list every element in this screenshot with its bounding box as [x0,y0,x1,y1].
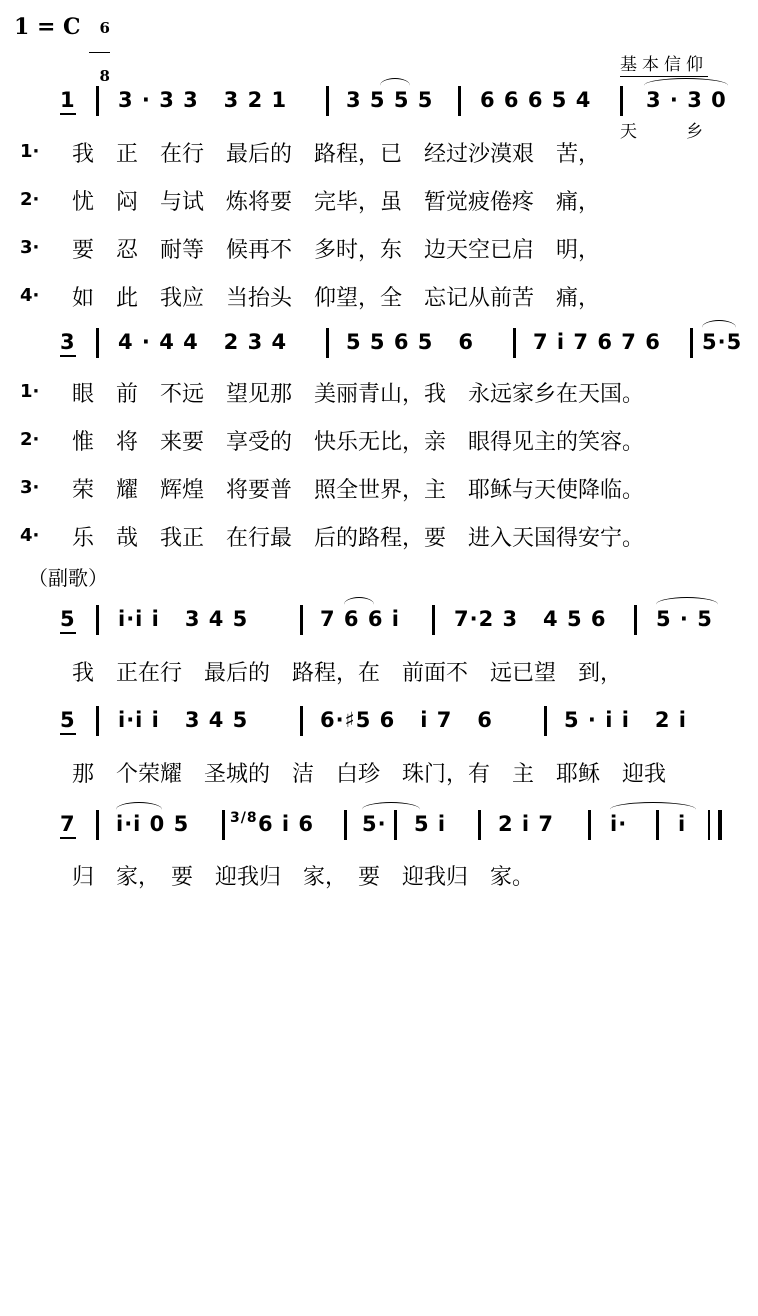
note-group: 5 i [414,812,447,836]
chorus-lyric-line [58,656,740,684]
verse-number: 3· [20,477,40,498]
note-group: 1 [60,88,76,115]
lyric-text: 乐 哉 我正 在行最 后的路程，要 进入天国得安宁。 [72,526,645,551]
note-group: i [678,812,687,836]
note-group: 6·♯5 6 i 7 6 [320,708,493,732]
note-group: 7·2 3 4 5 6 [454,607,607,631]
note-group: 2 i 7 [498,812,555,836]
lyric-text: 我 正在行 最后的 路程，在 前面不 远已望 到， [72,661,623,686]
note-group: 5 · 5 [656,607,713,631]
notation-row-5 [58,812,740,840]
verse-line [20,233,740,263]
lyric-text: 我 正 在行 最后的 路程，已 经过沙漠艰 苦， [72,142,601,167]
lyric-text: 荣 耀 辉煌 将要普 照全世界，主 耶稣与天使降临。 [72,478,645,503]
note-group: 7 6 6 i [320,607,400,631]
time-signature-top: 6 [99,19,110,37]
notation-row-1 [58,88,740,116]
credit-title: 基本信仰 [620,55,708,75]
note-group: 3 5 5 5 [346,88,434,112]
note-group: 6 i 6 [258,812,315,836]
verse-number: 2· [20,189,40,210]
verse-number: 4· [20,525,40,546]
note-group: 4 · 4 4 2 3 4 [118,330,288,354]
time-signature [89,6,110,84]
lyric-text: 眼 前 不远 望见那 美丽青山，我 永远家乡在天国。 [72,382,645,407]
note-group: 5 5 6 5 6 [346,330,474,354]
note-group: i· [610,812,628,836]
note-group: i·i i 3 4 5 [118,708,249,732]
note-group: 5 [60,607,76,634]
final-barline [708,810,722,840]
note-group: 3 [60,330,76,357]
verse-line [20,521,740,551]
lyric-text: 要 忍 耐等 候再不 多时，东 边天空已启 明， [72,238,601,263]
lyric-text: 归 家， 要 迎我归 家， 要 迎我归 家。 [72,865,535,890]
note-group: 7 i 7 6 7 6 [533,330,661,354]
note-group: 5 [60,708,76,735]
time-change: 3/8 [230,810,258,826]
note-group: 5· [362,812,387,836]
verse-line [20,185,740,215]
notation-row-2 [58,330,743,358]
verse-number: 1· [20,381,40,402]
note-group: 5·5 [702,330,743,354]
verse-number: 4· [20,285,40,306]
verse-line [20,377,740,407]
verse-number: 2· [20,429,40,450]
key-signature: 1 = C [14,14,81,40]
chorus-lyric-line [58,757,740,785]
note-group: 5 · i i 2 i [564,708,687,732]
verse-line [20,137,740,167]
notation-row-3 [58,607,740,635]
verse-number: 3· [20,237,40,258]
note-group: i·i 0 5 [116,812,190,836]
lyric-text: 惟 将 来要 享受的 快乐无比，亲 眼得见主的笑容。 [72,430,645,455]
chorus-lyric-line [58,860,740,888]
chorus-label: （副歌） [28,566,108,590]
note-group: 3 · 3 0 [646,88,727,112]
notation-row-4 [58,708,740,736]
time-signature-bottom: 8 [99,67,110,85]
note-group: 3 · 3 3 3 2 1 [118,88,288,112]
verse-line [20,281,740,311]
verse-line [20,425,740,455]
note-group: 7 [60,812,76,839]
credit-source: 天 乡 [620,122,708,142]
verse-line [20,473,740,503]
verse-number: 1· [20,141,40,162]
lyric-text: 那 个荣耀 圣城的 洁 白珍 珠门，有 主 耶稣 迎我 [72,762,667,787]
note-group: i·i i 3 4 5 [118,607,249,631]
lyric-text: 忧 闷 与试 炼将要 完毕，虽 暂觉疲倦疼 痛， [72,190,601,215]
note-group: 6 6 6 5 4 [480,88,592,112]
lyric-text: 如 此 我应 当抬头 仰望，全 忘记从前苦 痛， [72,286,601,311]
